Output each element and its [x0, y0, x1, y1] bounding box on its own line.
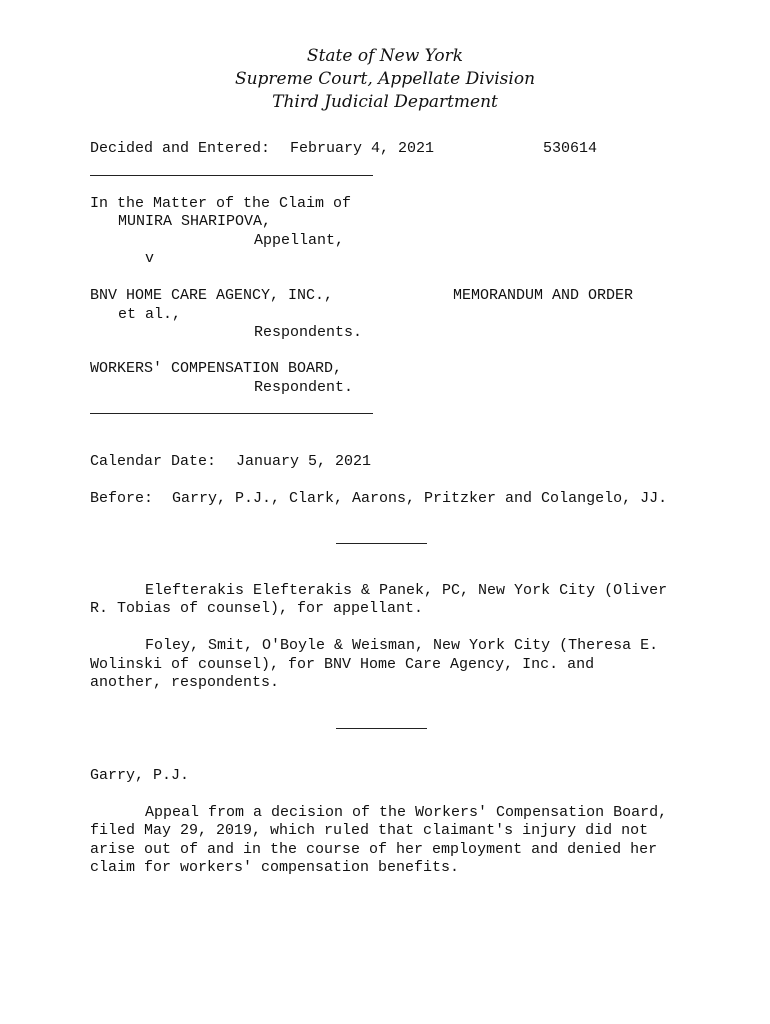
calendar-date: January 5, 2021	[236, 453, 372, 470]
appellant-counsel: R. Tobias of counsel), for appellant.	[90, 600, 424, 617]
respondent-et-al: et al.,	[118, 306, 182, 323]
respondent-counsel: Foley, Smit, O'Boyle & Weisman, New York City (Theresa E.	[145, 637, 659, 654]
court-department: Third Judicial Department	[272, 92, 498, 112]
decided-date: February 4, 2021	[290, 140, 435, 157]
versus: v	[145, 250, 155, 267]
respondent-counsel: another, respondents.	[90, 674, 280, 691]
caption-top-rule	[90, 175, 373, 176]
opinion-text: Appeal from a decision of the Workers' Compensation Board,	[145, 804, 668, 821]
court-division: Supreme Court, Appellate Division	[234, 69, 536, 89]
matter-line: In the Matter of the Claim of	[90, 195, 352, 212]
respondent-name: BNV HOME CARE AGENCY, INC.,	[90, 287, 334, 304]
claimant-name: MUNIRA SHARIPOVA,	[118, 213, 272, 230]
respondents-role: Respondents.	[254, 324, 363, 341]
panel-justices: Garry, P.J., Clark, Aarons, Pritzker and Colangelo, JJ.	[172, 490, 668, 507]
board-name: WORKERS' COMPENSATION BOARD,	[90, 360, 343, 377]
decided-label: Decided and Entered:	[90, 140, 271, 157]
document-type: MEMORANDUM AND ORDER	[453, 287, 634, 304]
opinion-text: claim for workers' compensation benefits.	[90, 859, 460, 876]
opinion-text: arise out of and in the course of her employment and denied her	[90, 841, 658, 858]
docket-number: 530614	[543, 140, 598, 157]
opinion-author: Garry, P.J.	[90, 767, 190, 784]
opinion-text: filed May 29, 2019, which ruled that claimant's injury did not	[90, 822, 649, 839]
respondent-counsel: Wolinski of counsel), for BNV Home Care Agency, Inc. and	[90, 656, 595, 673]
board-role: Respondent.	[254, 379, 354, 396]
section-divider	[336, 543, 427, 544]
appellant-counsel: Elefterakis Elefterakis & Panek, PC, New York City (Oliver	[145, 582, 668, 599]
appellant-role: Appellant,	[254, 232, 345, 249]
caption-bottom-rule	[90, 413, 373, 414]
calendar-label: Calendar Date:	[90, 453, 217, 470]
court-name: State of New York	[306, 46, 464, 66]
before-label: Before:	[90, 490, 154, 507]
section-divider	[336, 728, 427, 729]
